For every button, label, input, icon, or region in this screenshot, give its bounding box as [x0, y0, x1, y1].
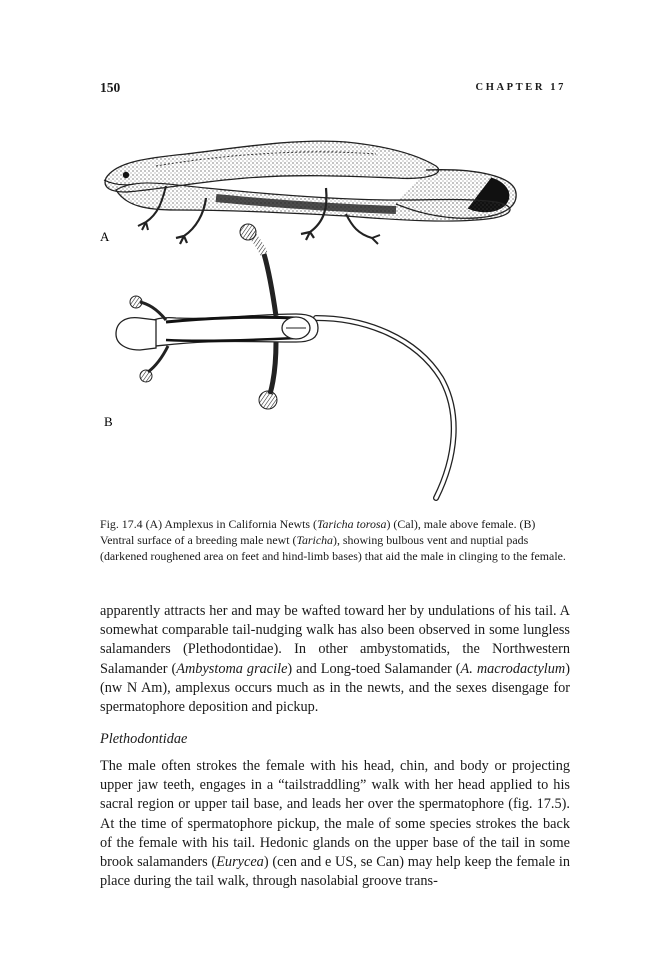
paragraph-text: ) (cen and e US, se Can) may help keep the female in place during the tail walk, through nasolabial groove trans-	[100, 854, 570, 890]
caption-text: ) (Cal), male above female. (B) Ventral surface of a breeding male newt (	[100, 517, 536, 547]
caption-text: ), showing bulbous vent and nuptial pads (darkened roughened area on feet and hind-limb bases) that aid the male in clinging to the female.	[100, 533, 566, 563]
figure-caption	[100, 516, 568, 564]
page-number: 150	[100, 80, 121, 95]
caption-genus-name: Taricha	[296, 533, 334, 547]
section-heading: Plethodontidae	[100, 731, 188, 747]
paragraph-plethodontidae	[100, 757, 570, 891]
paragraph-amplexus	[100, 602, 570, 717]
paragraph-text: ) and Long-toed Salamander (	[287, 660, 461, 677]
species-name: Ambystoma gracile	[176, 660, 288, 677]
species-name: A. macrodactylum	[460, 660, 566, 677]
figure-17-4	[96, 118, 546, 510]
panel-b-label: B	[104, 414, 113, 429]
paragraph-text: The male often strokes the female with his head, chin, and body or projecting upper jaw teeth, engages in a “tailstraddling” walk with her head applied to his sacral region or upper tail base, and leads her over the spermatophore (fig. 17.5). At the time of spermatophore pickup, the male of some species strokes the back of the female with his tail. Hedonic glands on the upper base of the tail in some brook salamanders (	[100, 758, 570, 871]
paragraph-text: ) (nw N Am), amplexus occurs much as in the newts, and the sexes disengage for spermatophore deposition and pickup.	[100, 660, 571, 716]
genus-name: Eurycea	[216, 854, 264, 871]
panel-a-drawing	[104, 141, 516, 244]
paragraph-text: apparently attracts her and may be wafted toward her by undulations of his tail. A somewhat comparable tail-nudging walk has also been observed in some lungless salamanders (Plethodontidae). In other ambystomatids, the Northwestern Salamander (	[100, 603, 570, 677]
newt-illustration	[96, 118, 546, 510]
panel-b-drawing	[116, 224, 454, 498]
running-head: CHAPTER 17	[475, 82, 566, 93]
caption-text: Fig. 17.4 (A) Amplexus in California Newts (	[100, 517, 317, 531]
panel-a-label: A	[100, 229, 110, 244]
caption-species-name: Taricha torosa	[316, 517, 387, 531]
